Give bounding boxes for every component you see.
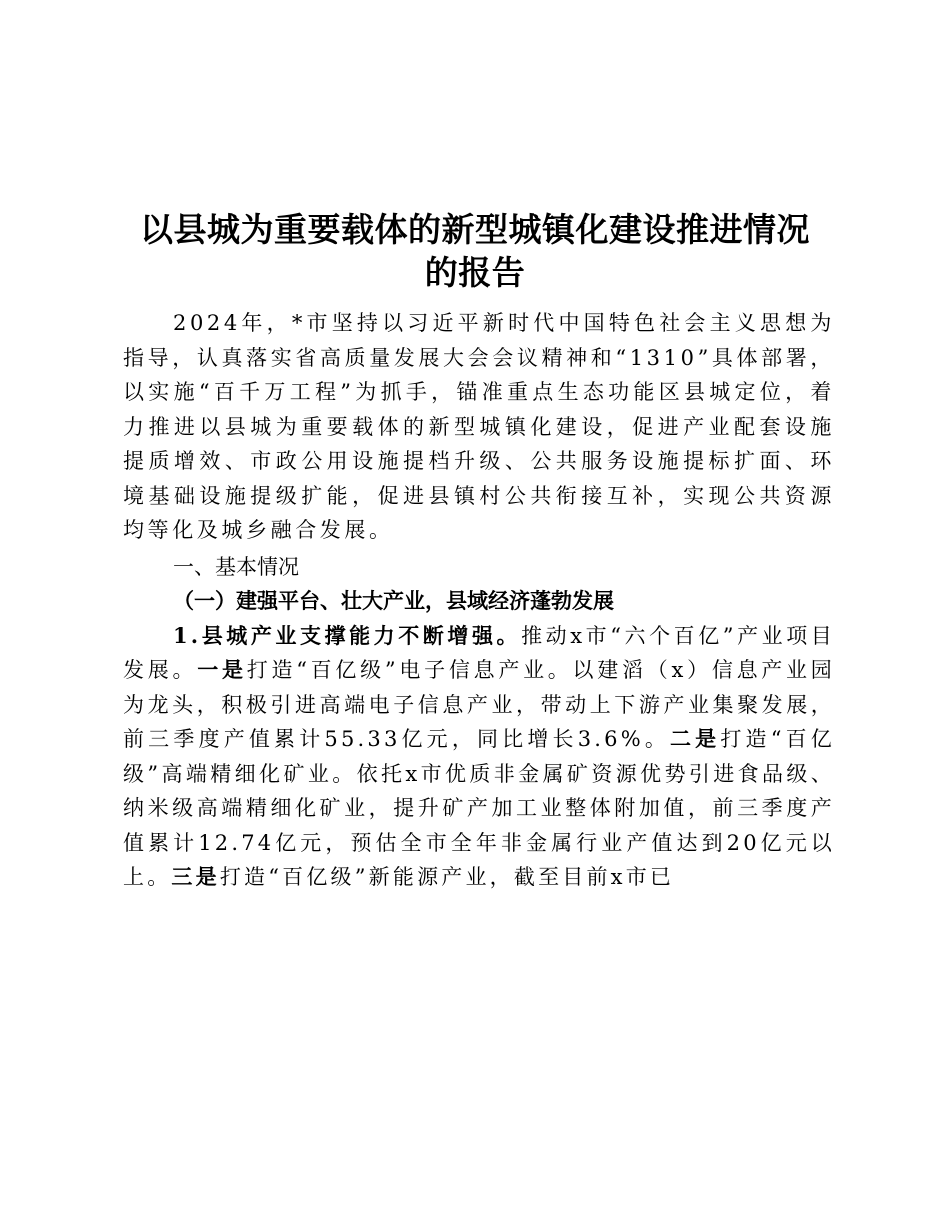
document-body: [123, 306, 835, 895]
point-1-marker-2: 二是: [670, 726, 721, 751]
section-heading-basic-situation: 一、基本情况: [173, 554, 299, 579]
title-line-1: 以县城为重要载体的新型城镇化建设推进情况: [140, 210, 810, 249]
point-1-text-d: 打造“百亿级”新能源产业，截至目前x市已: [219, 865, 675, 889]
title-line-2: 的报告: [424, 253, 526, 292]
point-1-marker-3: 三是: [171, 864, 220, 889]
document-title: [100, 208, 850, 294]
point-1-text-a: 推动x市“六个百亿”产业项目发展。: [123, 623, 836, 682]
subsection-heading-1: （一）建强平台、壮大产业，县域经济蓬勃发展: [173, 588, 614, 613]
intro-paragraph: 2024年，*市坚持以习近平新时代中国特色社会主义思想为指导，认真落实省高质量发展大会会议精神和“1310”具体部署，以实施“百千万工程”为抓手，锚准重点生态功能区县城定位，着力推进以县城为重要载体的新型城镇化建设，促进产业配套设施提质增效、市政公用设施提档升级、公共服务设施提标扩面、环境基础设施提级扩能，促进县镇村公共衔接互补，实现公共资源均等化及城乡融合发展。: [123, 311, 835, 542]
point-1-marker-1: 一是: [197, 657, 247, 682]
point-1-text-b: 打造“百亿级”电子信息产业。以建滔（x）信息产业园为龙头，积极引进高端电子信息产业，带动上下游产业集聚发展，前三季度产值累计55.33亿元，同比增长3.6%。: [123, 658, 835, 751]
point-1-paragraph: [123, 619, 835, 895]
point-1-lead: 1.县城产业支撑能力不断增强。: [173, 622, 522, 648]
point-1-text-c: 打造“百亿级”高端精细化矿业。依托x市优质非金属矿资源优势引进食品级、纳米级高端精细化矿业，提升矿产加工业整体附加值，前三季度产值累计12.74亿元，预估全市全年非金属行业产值达到20亿元以上。: [123, 727, 835, 889]
